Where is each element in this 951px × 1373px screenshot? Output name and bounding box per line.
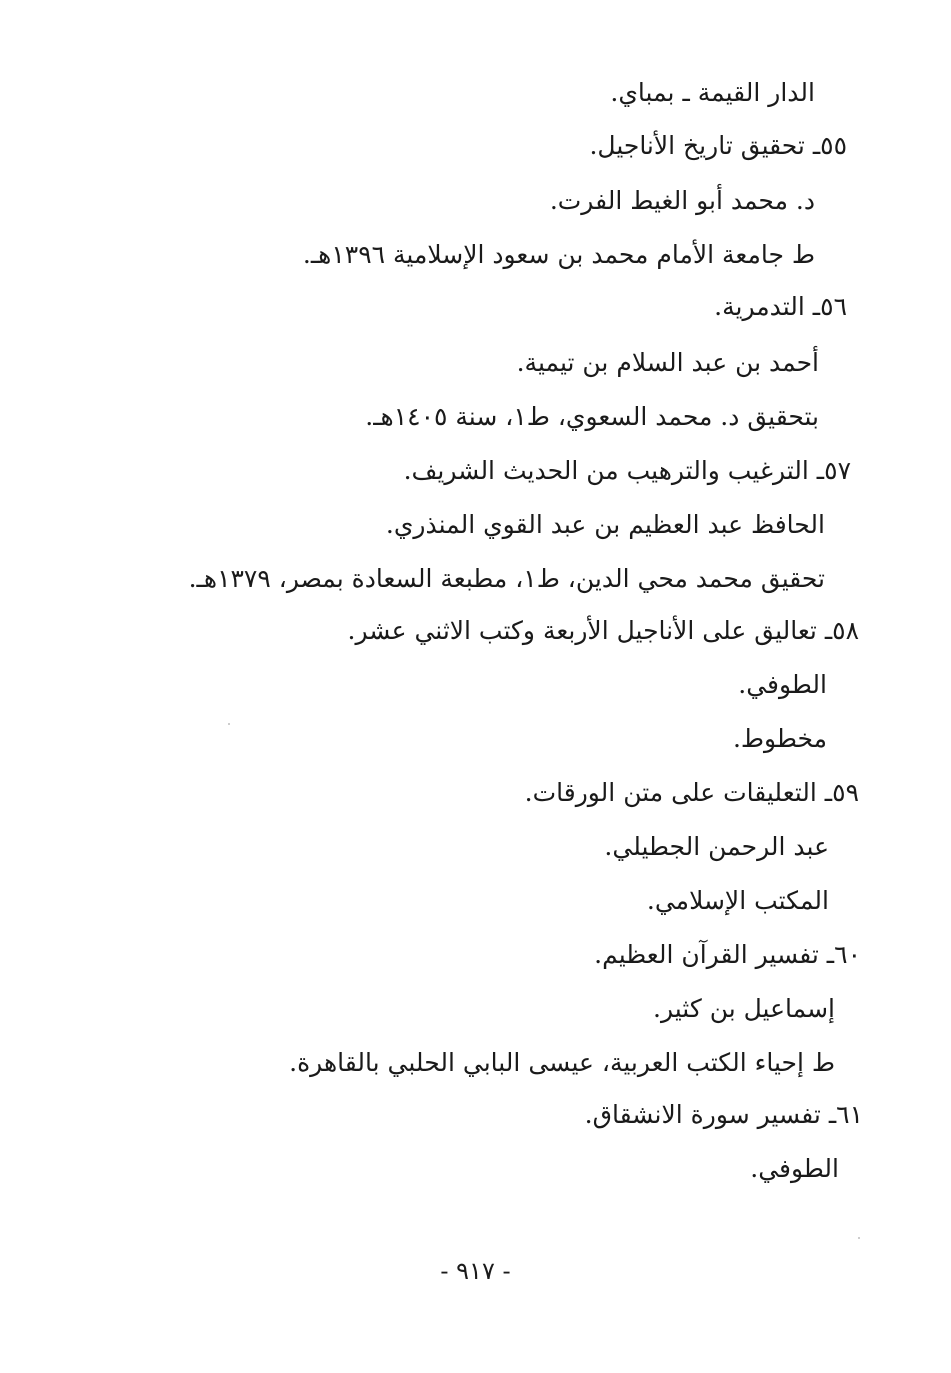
entry-line: عبد الرحمن الجطيلي. bbox=[604, 832, 829, 861]
entry-title: ٥٦ـ التدمرية. bbox=[714, 292, 847, 321]
entry-title: ٥٧ـ الترغيب والترهيب من الحديث الشريف. bbox=[403, 456, 851, 485]
entry-line: ط إحياء الكتب العربية، عيسى البابي الحلبي بالقاهرة. bbox=[289, 1048, 835, 1077]
scan-speck bbox=[228, 723, 230, 725]
entry-title: ٥٥ـ تحقيق تاريخ الأناجيل. bbox=[589, 131, 847, 160]
entry-line: المكتب الإسلامي. bbox=[646, 886, 829, 915]
entry-line: تحقيق محمد محي الدين، ط١، مطبعة السعادة بمصر، ١٣٧٩هـ. bbox=[188, 564, 825, 593]
page-number: - ٩١٧ - bbox=[440, 1257, 511, 1285]
entry-title: ٥٩ـ التعليقات على متن الورقات. bbox=[524, 778, 859, 807]
entry-line: الطوفي. bbox=[738, 670, 827, 699]
entry-title: ٦٠ـ تفسير القرآن العظيم. bbox=[594, 940, 861, 969]
entry-line: الطوفي. bbox=[750, 1154, 839, 1183]
entry-line: مخطوط. bbox=[732, 724, 827, 753]
entry-line: ط جامعة الأمام محمد بن سعود الإسلامية ١٣٩٦هـ. bbox=[302, 240, 815, 269]
entry-title: ٥٨ـ تعاليق على الأناجيل الأربعة وكتب الاثني عشر. bbox=[347, 616, 859, 645]
entry-title: ٦١ـ تفسير سورة الانشقاق. bbox=[584, 1100, 863, 1129]
entry-line: بتحقيق د. محمد السعوي، ط١، سنة ١٤٠٥هـ. bbox=[365, 402, 819, 431]
entry-line: أحمد بن عبد السلام بن تيمية. bbox=[516, 348, 819, 377]
entry-line: الدار القيمة ـ بمباي. bbox=[610, 78, 815, 107]
entry-line: الحافظ عبد العظيم بن عبد القوي المنذري. bbox=[385, 510, 825, 539]
scan-speck bbox=[858, 1237, 860, 1239]
entry-line: إسماعيل بن كثير. bbox=[653, 994, 835, 1023]
entry-line: د. محمد أبو الغيط الفرت. bbox=[549, 186, 815, 215]
